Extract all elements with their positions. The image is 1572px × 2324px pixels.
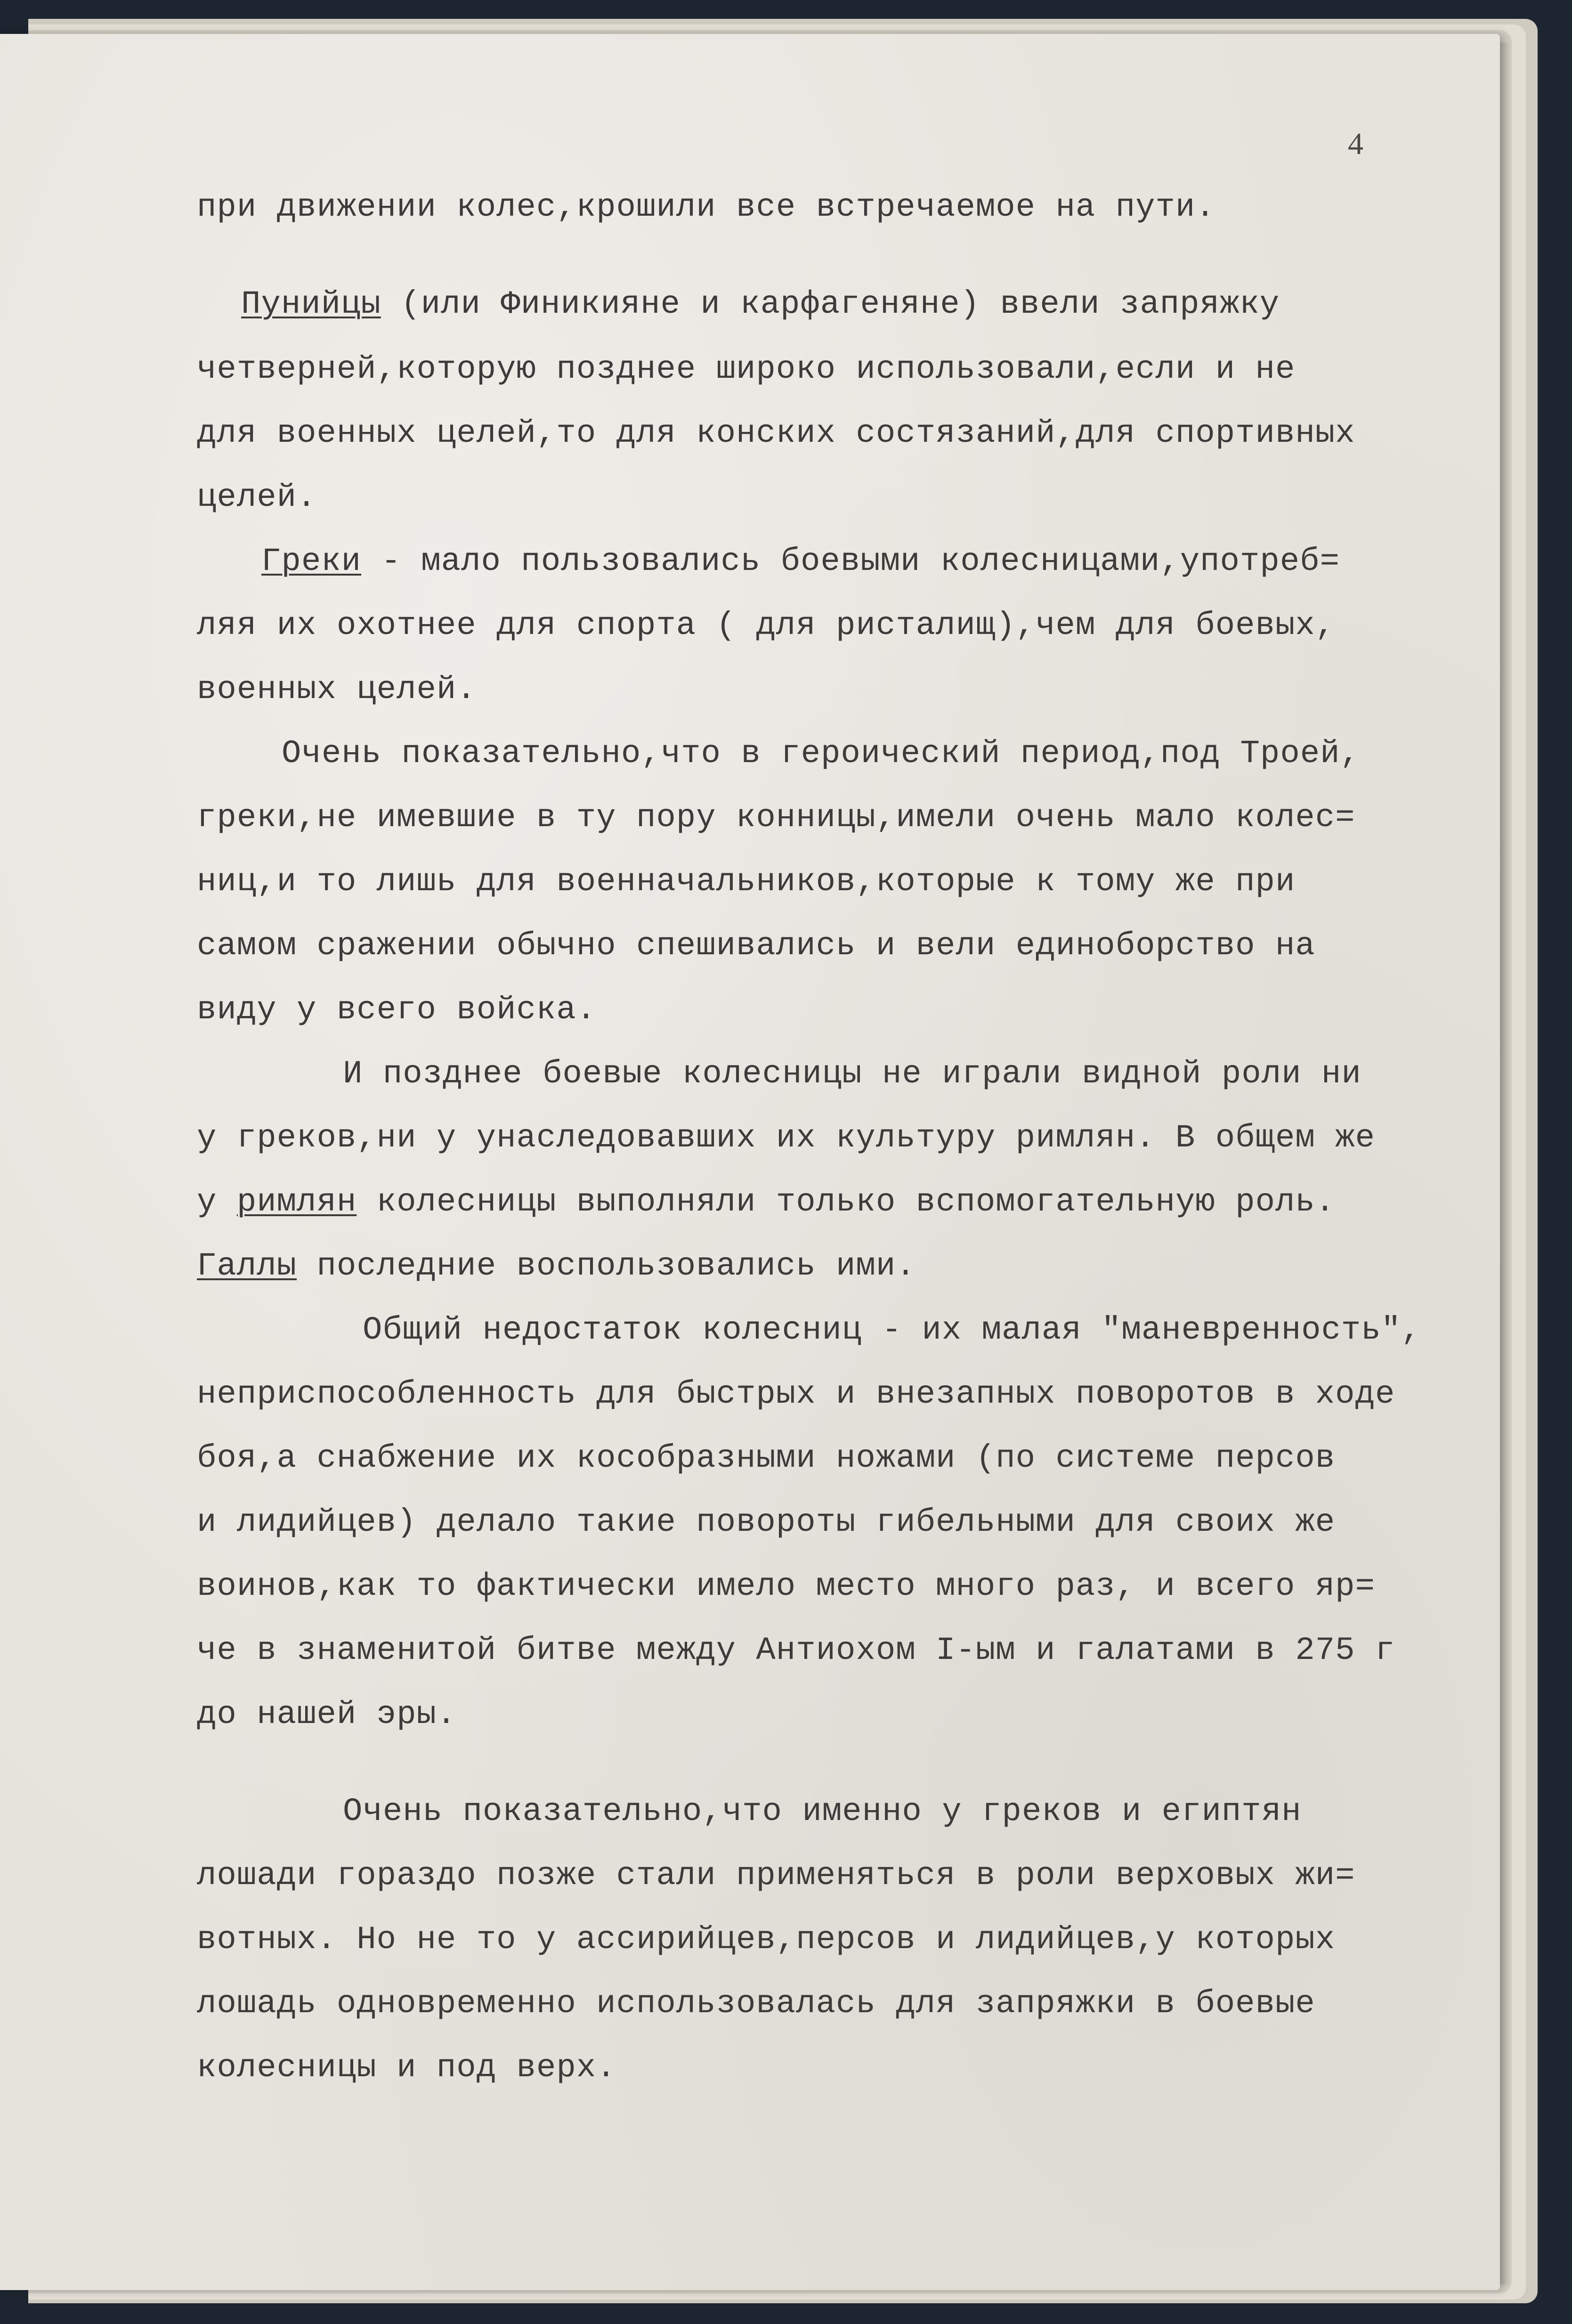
underlined-term: Галлы <box>197 1248 297 1284</box>
text-line: вотных. Но не то у ассирийцев,персов и лидийцев,у которых <box>197 1921 1336 1958</box>
text-line: целей. <box>197 479 317 516</box>
text-line: до нашей эры. <box>197 1696 457 1733</box>
text-line: Очень показательно,что именно у греков и египтян <box>343 1793 1302 1830</box>
text-line: Общий недостаток колесниц - их малая "маневренность", <box>363 1312 1421 1349</box>
text-line: четверней,которую позднее широко использовали,если и не <box>197 351 1296 388</box>
text-line: ниц,и то лишь для военначальников,которые к тому же при <box>197 863 1296 900</box>
text-line: самом сражении обычно спешивались и вели единоборство на <box>197 927 1315 964</box>
text-line: колесницы и под верх. <box>197 2049 616 2086</box>
text-span: у <box>197 1184 237 1220</box>
text-line: воинов,как то фактически имело место много раз, и всего яр= <box>197 1568 1375 1605</box>
underlined-term: римлян <box>236 1184 357 1220</box>
text-line: боя,а снабжение их кособразными ножами (по системе персов <box>197 1440 1336 1477</box>
text-line: лошади гораздо позже стали применяться в роли верховых жи= <box>197 1857 1355 1894</box>
text-line: че в знаменитой битве между Антиохом I-ым и галатами в 275 г <box>197 1632 1395 1669</box>
text-line: у греков,ни у унаследовавших их культуру римлян. В общем же <box>197 1120 1375 1156</box>
text-line <box>241 288 1280 321</box>
page-number: 4 <box>1348 127 1363 161</box>
underlined-term: Греки <box>261 543 362 580</box>
text-line: неприспособленность для быстрых и внезапных поворотов в ходе <box>197 1376 1395 1413</box>
text-span: колесницы выполняли только вспомогательную роль. <box>357 1184 1336 1220</box>
text-line: для военных целей,то для конских состязаний,для спортивных <box>197 415 1355 452</box>
text-span: - мало пользовались боевыми колесницами,употреб= <box>361 543 1340 580</box>
text-line <box>261 545 1340 578</box>
text-span: последние воспользовались ими. <box>297 1248 916 1284</box>
text-line: греки,не имевшие в ту пору конницы,имели очень мало колес= <box>197 799 1355 836</box>
text-line: лошадь одновременно использовалась для запряжки в боевые <box>197 1985 1315 2022</box>
text-line: И позднее боевые колесницы не играли видной роли ни <box>343 1056 1361 1092</box>
text-line: виду у всего войска. <box>197 991 597 1028</box>
text-line: военных целей. <box>197 671 477 708</box>
text-line <box>197 1186 1335 1219</box>
underlined-term: Пунийцы <box>241 286 381 323</box>
text-line: Очень показательно,что в героический период,под Троей, <box>282 735 1360 772</box>
text-line: ляя их охотнее для спорта ( для ристалищ),чем для боевых, <box>197 607 1336 644</box>
text-line: и лидийцев) делало такие повороты гибельными для своих же <box>197 1504 1336 1541</box>
typewritten-page <box>0 34 1500 2290</box>
text-line: при движении колес,крошили все встречаемое на пути. <box>197 189 1215 226</box>
text-span: (или Финикияне и карфагеняне) ввели запряжку <box>381 286 1280 323</box>
text-line <box>197 1250 916 1283</box>
